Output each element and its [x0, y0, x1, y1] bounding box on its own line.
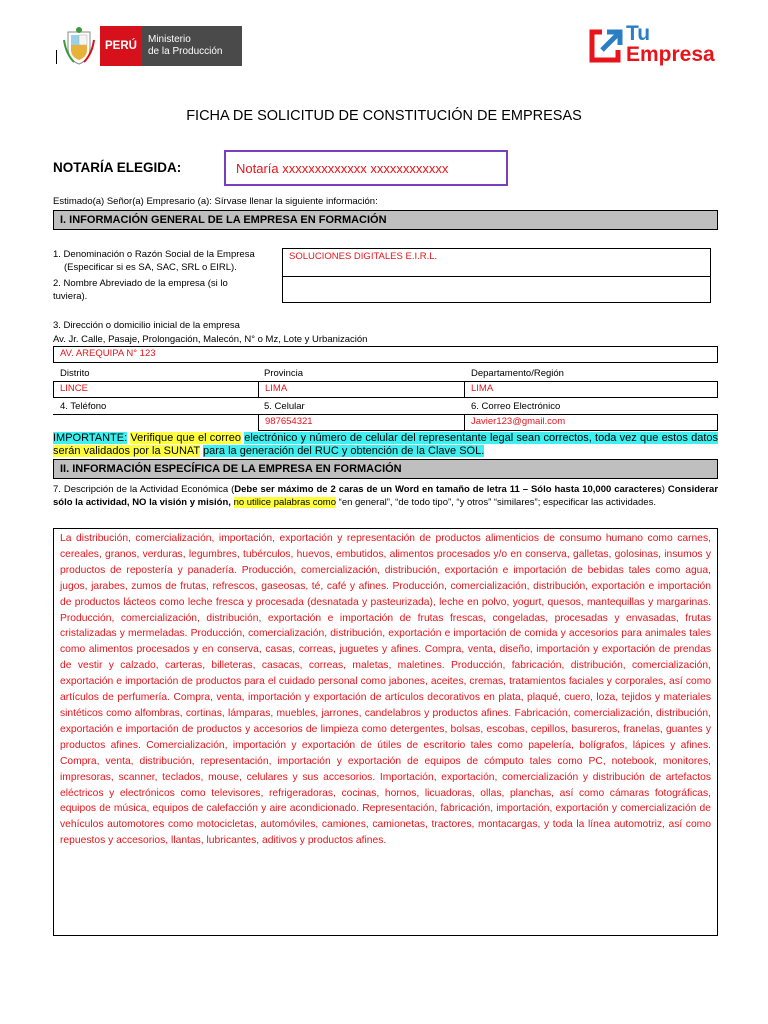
departamento-label: Departamento/Región: [471, 368, 564, 379]
telefono-field[interactable]: [53, 414, 259, 431]
q7-part-c: ): [661, 484, 665, 495]
important-label: IMPORTANTE:: [53, 432, 128, 444]
distrito-label: Distrito: [60, 368, 90, 379]
q3-line-1: 3. Dirección o domicilio inicial de la empresa: [53, 320, 240, 331]
q1-field[interactable]: SOLUCIONES DIGITALES E.I.R.L.: [282, 248, 711, 277]
brand-empresa: Empresa: [626, 43, 715, 66]
q7-part-e: no utilice palabras como: [233, 497, 337, 508]
important-notice: [53, 432, 718, 457]
section-1-heading: I. INFORMACIÓN GENERAL DE LA EMPRESA EN FORMACIÓN: [53, 210, 718, 230]
activity-description-field[interactable]: [53, 528, 718, 936]
important-text-1: Verifique que el correo: [130, 432, 241, 444]
departamento-field[interactable]: LIMA: [464, 381, 718, 398]
q7-label: [53, 483, 718, 509]
important-text-3: serán validados por la SUNAT: [53, 444, 200, 457]
q2-line-1: 2. Nombre Abreviado de la empresa (si lo: [53, 278, 228, 289]
q7-part-a: 7. Descripción de la Actividad Económica (: [53, 484, 235, 495]
q7-part-b: Debe ser máximo de 2 caras de un Word en tamaño de letra 11 – Sólo hasta 10,000 caracteres: [234, 484, 662, 495]
q3-label: [53, 319, 367, 347]
header-divider-mark: [56, 50, 57, 64]
arrow-box-icon: [588, 28, 624, 64]
q7-part-f: “en general”, “de todo tipo”, “y otros” “similares”; especificar las actividades.: [338, 497, 656, 508]
important-text-4: para la generación del RUC y obtención de la Clave SOL.: [203, 444, 485, 457]
coat-of-arms-icon: [62, 26, 96, 66]
peru-ministry-logo: [62, 24, 250, 68]
distrito-field[interactable]: LINCE: [53, 381, 259, 398]
notaria-field[interactable]: Notaría xxxxxxxxxxxxx xxxxxxxxxxxx: [224, 150, 508, 186]
ministry-line-2: de la Producción: [148, 46, 223, 57]
q1-line-2: (Especificar si es SA, SAC, SRL o EIRL).: [64, 261, 237, 273]
intro-text: Estimado(a) Señor(a) Empresario (a): Sírvase llenar la siguiente información:: [53, 196, 378, 207]
correo-field[interactable]: Javier123@gmail.com: [464, 414, 718, 431]
ministry-line-1: Ministerio: [148, 34, 191, 45]
q1-line-1: 1. Denominación o Razón Social de la Empresa: [53, 249, 255, 260]
important-text-2: electrónico y número de celular del representante legal sean correctos, toda vez que estos datos: [244, 432, 718, 444]
activity-description-text: La distribución, comercialización, importación, exportación y representación de productos alimenticios de consumo humano como carnes, cereales, granos, verduras, legumbres, tubérculos, huevos, embutidos, alimentos procesados y/o en conserva, galletas, golosinas, insumos y productos de repostería y panadería. Producción, comercialización, distribución, exportación e importación de bebidas tales como agua, jugos, jarabes, zumos de frutas, refrescos, gaseosas, té, café y afines. Producción, comercialización, distribución, exportación e importación de productos lácteos como leche fresca y procesada (desnatada y pasteurizada), leche en polvo, yogurt, quesos, mantequillas y margarinas. Producción, comercialización, distribución, exportación e importación de frutas frescas, congeladas, procesadas y envasadas, frutas cristalizadas y mermeladas. Producción, comercialización, distribución, exportación e importación de comida y accesorios para animales tales como alimentos procesados y en conserva, casas, correas, juguetes y afines. Compra, venta, diseño, importación y exportación de prendas de vestir y calzado, carteras, billeteras, casacas, correas, maletas, maletines. Producción, fabricación, distribución, comercialización, exportación e importación de productos para el cuidado personal como jabones, aceites, cremas, tratamientos faciales y corporales, así como artículos de perfumería. Compra, venta, importación y exportación de artículos decorativos en plata, plaqué, cuero, loza, tejidos y materiales sintéticos como alfombras, cortinas, lámparas, muebles, jarrones, candelabros y productos afines. Fabricación, comercialización, distribución, exportación e importación de productos y accesorios de limpieza como detergentes, bolsas, escobas, cepillos, basureros, franelas, guantes y productos afines. Comercialización, importación y exportación de útiles de escritorio tales como papelería, bolígrafos, lápices y afines. Compra, venta, distribución, representación, importación y exportación de equipos de cómputo tales como PC, notebook, monitores, impresoras, scanner, teclados, mouse, celulares y sus accesorios. Importación, exportación, comercialización y distribución de artefactos eléctricos y electrónicos como televisores, refrigeradoras, cocinas, hornos, licuadoras, ollas, planchas, así como cámaras fotográficas, equipos de música, equipos de calefacción y aire acondicionado. Representación, fabricación, importación, exportación y comercialización de vehículos automotores como motocicletas, automóviles, camiones, camionetas, tractores, montacargas, y toda la línea automotriz, así como repuestos y accesorios, llantas, lubricantes, aditivos y productos afines.: [60, 533, 711, 847]
page-title: FICHA DE SOLICITUD DE CONSTITUCIÓN DE EMPRESAS: [186, 108, 582, 124]
q2-field[interactable]: [282, 276, 711, 303]
brand-tu: Tu: [626, 22, 651, 45]
celular-field[interactable]: 987654321: [258, 414, 465, 431]
q7-part-d: Considerar sólo la actividad, NO la visión y misión,: [53, 484, 719, 508]
provincia-field[interactable]: LIMA: [258, 381, 465, 398]
address-field[interactable]: AV. AREQUIPA N° 123: [53, 346, 718, 363]
q2-label: [53, 278, 273, 303]
notaria-label: NOTARÍA ELEGIDA:: [53, 160, 182, 175]
correo-label: 6. Correo Electrónico: [471, 401, 561, 412]
q2-line-2: tuviera).: [53, 290, 88, 302]
section-2-heading: II. INFORMACIÓN ESPECÍFICA DE LA EMPRESA EN FORMACIÓN: [53, 459, 718, 479]
tu-empresa-logo: [588, 24, 730, 68]
q3-line-2: Av. Jr. Calle, Pasaje, Prolongación, Malecón, N° o Mz, Lote y Urbanización: [53, 334, 368, 345]
ministry-label: [142, 26, 242, 66]
peru-label: PERÚ: [100, 26, 142, 66]
q1-label: [53, 249, 273, 274]
telefono-label: 4. Teléfono: [60, 401, 107, 412]
celular-label: 5. Celular: [264, 401, 305, 412]
provincia-label: Provincia: [264, 368, 304, 379]
